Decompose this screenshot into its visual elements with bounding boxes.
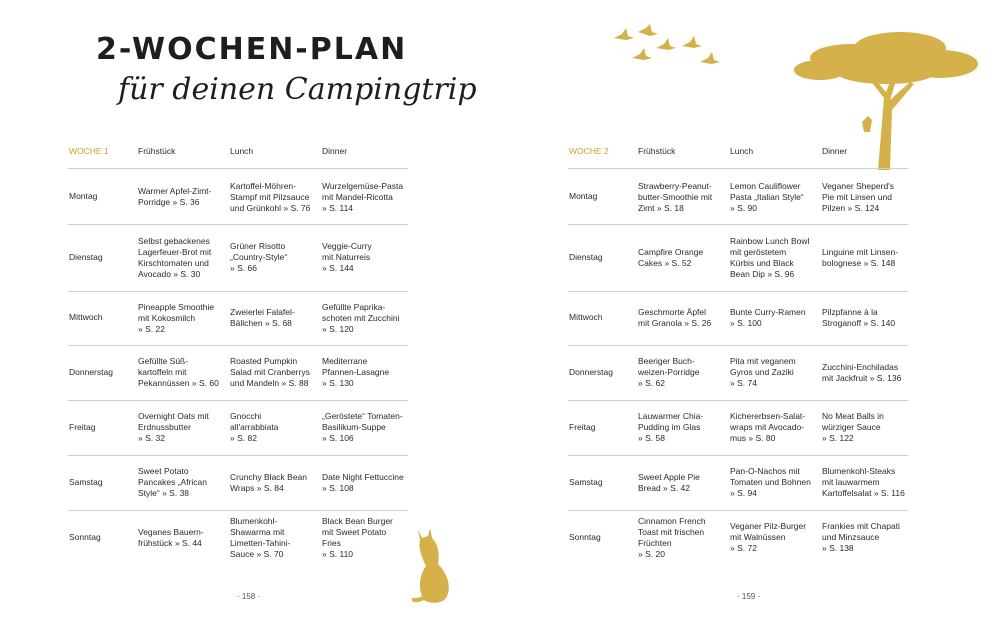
meal-text: Veggie-Curry mit Naturreis » S. 144 <box>322 241 372 273</box>
meal-text: Kartoffel-Möhren- Stampf mit Pilzsauce und Grünkohl » S. 76 <box>230 180 311 213</box>
meal-cell-lunch <box>730 510 816 565</box>
meal-text: Lemon Cauliflower Pasta „Italian Style“ » S. 90 <box>730 180 804 213</box>
meal-text: Blumenkohl- Shawarma mit Limetten-Tahini- Sauce » S. 70 <box>230 515 291 559</box>
column-header-lunch: Lunch <box>730 146 754 156</box>
meal-cell-dinner <box>322 345 408 400</box>
meal-cell-lunch <box>730 400 816 455</box>
meal-text: Selbst gebackenes Lagerfeuer-Brot mit Kirschtomaten und Avocado » S. 30 <box>138 235 212 279</box>
meal-text: Black Bean Burger mit Sweet Potato Fries » S. 110 <box>322 515 393 559</box>
meal-text: Wurzelgemüse-Pasta mit Mandel-Ricotta » S. 114 <box>322 180 404 213</box>
meal-cell-lunch <box>230 170 316 224</box>
day-label: Donnerstag <box>69 366 113 377</box>
meal-text: „Geröstete“ Tomaten- Basilikum-Suppe » S. 106 <box>322 411 403 443</box>
meal-cell-dinner <box>322 224 408 291</box>
day-label: Mittwoch <box>569 312 603 322</box>
day-label: Dienstag <box>69 251 103 262</box>
meal-cell-dinner <box>822 291 908 345</box>
meal-text: Pan-O-Nachos mit Tomaten und Bohnen » S. 94 <box>730 466 811 498</box>
meal-text: Strawberry-Peanut- butter-Smoothie mit Zimt » S. 18 <box>638 180 713 213</box>
meal-cell-dinner <box>822 510 908 565</box>
meal-text: Pineapple Smoothie mit Kokosmilch » S. 22 <box>138 301 215 334</box>
meal-cell-dinner <box>322 510 408 565</box>
header-rule <box>568 168 908 169</box>
meal-cell-breakfast <box>138 345 224 400</box>
meal-cell-lunch <box>230 400 316 455</box>
meal-cell-breakfast <box>638 224 724 291</box>
header-rule <box>68 168 408 169</box>
meal-text: Date Night Fettuccine » S. 108 <box>322 471 404 493</box>
meal-text: Gefüllte Süß- kartoffeln mit Pekannüssen » S. 60 <box>138 356 219 388</box>
meal-text: Rainbow Lunch Bowl mit geröstetem Kürbis und Black Bean Dip » S. 96 <box>730 235 810 279</box>
meal-cell-breakfast <box>138 400 224 455</box>
column-header-dinner: Dinner <box>822 146 848 156</box>
meal-cell-lunch <box>730 455 816 510</box>
meal-text: Overnight Oats mit Erdnussbutter » S. 32 <box>138 411 209 443</box>
meal-text: Lauwarmer Chia- Pudding im Glas » S. 58 <box>638 411 704 443</box>
meal-cell-lunch <box>730 345 816 400</box>
meal-text: No Meat Balls in würziger Sauce » S. 122 <box>822 411 884 443</box>
meal-cell-dinner <box>322 170 408 224</box>
meal-text: Cinnamon French Toast mit frischen Früchten » S. 20 <box>638 515 706 559</box>
meal-cell-breakfast <box>138 455 224 510</box>
meal-text: Crunchy Black Bean Wraps » S. 84 <box>230 471 308 493</box>
page-title: 2-WOCHEN-PLAN <box>96 32 408 67</box>
birds-illustration <box>612 24 722 74</box>
day-label: Samstag <box>569 476 603 487</box>
meal-cell-lunch <box>230 510 316 565</box>
meal-cell-dinner <box>822 400 908 455</box>
meal-text: Pilzpfanne à la Stroganoff » S. 140 <box>822 307 896 328</box>
meal-text: Sweet Apple Pie Bread » S. 42 <box>638 471 700 493</box>
meal-text: Zweierlei Falafel- Bällchen » S. 68 <box>230 307 295 328</box>
page-subtitle: für deinen Campingtrip <box>118 72 477 107</box>
meal-cell-dinner <box>322 455 408 510</box>
tree-illustration <box>790 28 980 170</box>
week-label: WOCHE 1 <box>69 146 109 156</box>
meal-cell-breakfast <box>638 400 724 455</box>
day-label: Freitag <box>569 421 596 432</box>
meal-text: Blumenkohl-Steaks mit lauwarmem Kartoffelsalat » S. 116 <box>822 466 905 498</box>
meal-text: Roasted Pumpkin Salad mit Cranberrys und Mandeln » S. 88 <box>230 356 310 388</box>
meal-cell-dinner <box>822 170 908 224</box>
meal-cell-dinner <box>322 291 408 345</box>
day-label: Mittwoch <box>69 312 103 322</box>
meal-text: Geschmorte Äpfel mit Granola » S. 26 <box>638 307 712 328</box>
page-number: · 159 · <box>737 592 761 601</box>
meal-text: Veganer Pilz-Burger mit Walnüssen » S. 72 <box>730 521 807 553</box>
meal-text: Campfire Orange Cakes » S. 52 <box>638 246 704 268</box>
day-label: Montag <box>69 191 98 201</box>
meal-text: Warmer Apfel-Zimt- Porridge » S. 36 <box>138 186 212 207</box>
meal-cell-dinner <box>322 400 408 455</box>
meal-cell-breakfast <box>638 170 724 224</box>
meal-cell-breakfast <box>638 345 724 400</box>
day-label: Freitag <box>69 421 96 432</box>
cat-illustration <box>408 526 456 606</box>
page-right <box>500 0 1000 622</box>
day-label: Donnerstag <box>569 366 613 377</box>
week-label: WOCHE 2 <box>569 146 609 156</box>
meal-text: Gnocchi all'arrabbiata » S. 82 <box>230 411 279 443</box>
meal-text: Beeriger Buch- weizen-Porridge » S. 62 <box>638 356 700 388</box>
day-label: Sonntag <box>69 531 101 542</box>
day-label: Samstag <box>69 476 103 487</box>
column-header-dinner: Dinner <box>322 146 348 156</box>
meal-text: Pita mit veganem Gyros und Zaziki » S. 74 <box>730 356 796 388</box>
meal-cell-dinner <box>822 345 908 400</box>
meal-cell-lunch <box>230 345 316 400</box>
column-header-breakfast: Frühstück <box>138 146 176 156</box>
meal-cell-lunch <box>230 455 316 510</box>
meal-text: Mediterrane Pfannen-Lasagne » S. 130 <box>322 356 390 388</box>
meal-cell-lunch <box>230 291 316 345</box>
meal-text: Linguine mit Linsen- bolognese » S. 148 <box>822 246 899 268</box>
meal-cell-breakfast <box>138 510 224 565</box>
meal-cell-breakfast <box>138 291 224 345</box>
meal-text: Gefüllte Paprika- schoten mit Zucchini » S. 120 <box>322 301 400 334</box>
meal-cell-dinner <box>822 455 908 510</box>
meal-text: Bunte Curry-Ramen » S. 100 <box>730 307 806 328</box>
meal-cell-breakfast <box>638 455 724 510</box>
column-header-breakfast: Frühstück <box>638 146 676 156</box>
meal-text: Grüner Risotto „Country-Style“ » S. 66 <box>230 241 288 273</box>
meal-text: Veganes Bauern- frühstück » S. 44 <box>138 526 204 548</box>
page-number: · 158 · <box>237 592 261 601</box>
meal-cell-breakfast <box>638 291 724 345</box>
meal-cell-breakfast <box>638 510 724 565</box>
meal-text: Sweet Potato Pancakes „African Style“ » S. 38 <box>138 466 207 498</box>
meal-cell-breakfast <box>138 224 224 291</box>
day-label: Sonntag <box>569 531 601 542</box>
meal-text: Frankies mit Chapati und Minzsauce » S. 138 <box>822 521 900 553</box>
meal-cell-lunch <box>730 291 816 345</box>
meal-cell-lunch <box>730 170 816 224</box>
column-header-lunch: Lunch <box>230 146 254 156</box>
meal-text: Zucchini-Enchiladas mit Jackfruit » S. 136 <box>822 361 902 383</box>
day-label: Montag <box>569 191 598 201</box>
meal-cell-lunch <box>730 224 816 291</box>
meal-cell-lunch <box>230 224 316 291</box>
meal-cell-breakfast <box>138 170 224 224</box>
meal-cell-dinner <box>822 224 908 291</box>
meal-text: Veganer Sheperd's Pie mit Linsen und Pilzen » S. 124 <box>822 180 895 213</box>
meal-text: Kichererbsen-Salat- wraps mit Avocado- mus » S. 80 <box>730 411 806 443</box>
day-label: Dienstag <box>569 251 603 262</box>
